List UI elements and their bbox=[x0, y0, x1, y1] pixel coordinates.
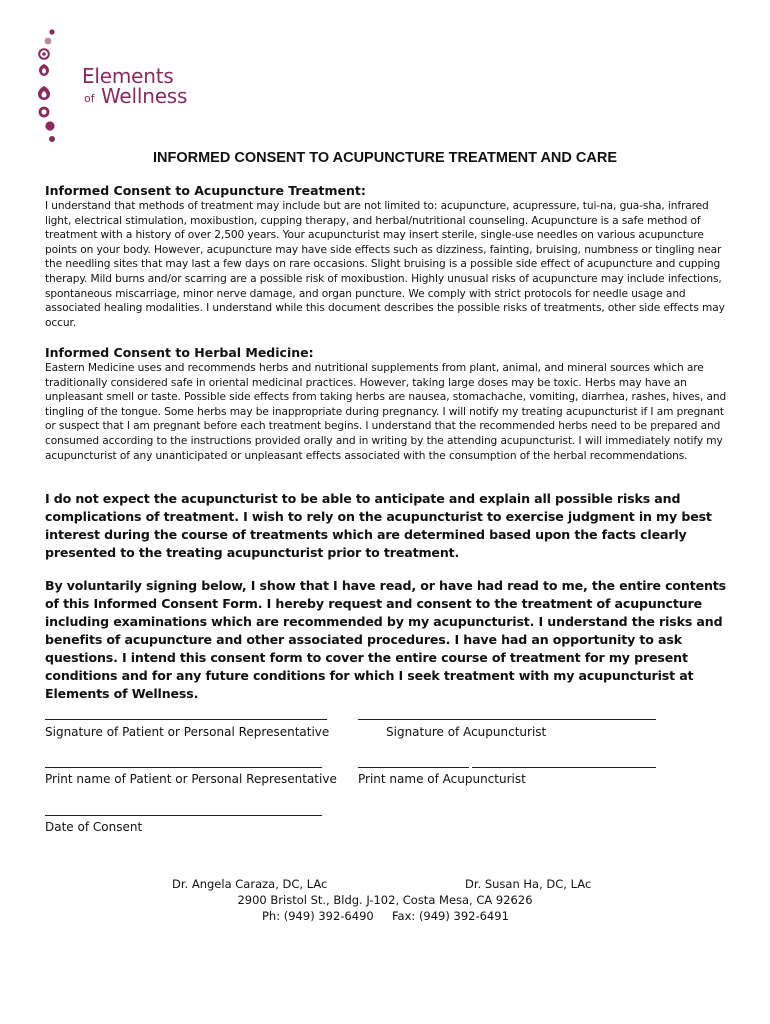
acupuncture-consent-heading: Informed Consent to Acupuncture Treatment: bbox=[45, 183, 366, 198]
phone: Ph: (949) 392-6490 bbox=[262, 909, 374, 923]
fax: Fax: (949) 392-6491 bbox=[392, 909, 509, 923]
consent-statement: By voluntarily signing below, I show that I have read, or have had read to me, the entire contents of this Informed Consent Form. I hereby request and consent to the treatment of acupuncture including examinations which are recommended by my acupuncturist. I understand the risks and benefits of acupuncture and other associated procedures. I have had an opportunity to ask questions. I intend this consent form to cover the entire course of treatment for my present conditions and for any future conditions for which I seek treatment with my acupuncturist at Elements of Wellness. bbox=[45, 578, 727, 701]
acupuncturist-signature-label: Signature of Acupuncturist bbox=[386, 725, 547, 739]
patient-print-line[interactable] bbox=[45, 767, 322, 768]
acupuncturist-print-line-a[interactable] bbox=[358, 767, 469, 768]
date-line[interactable] bbox=[45, 815, 322, 816]
risk-statement: I do not expect the acupuncturist to be able to anticipate and explain all possible risks and complications of treatment. I wish to rely on the acupuncturist to exercise judgment in my best interest during the course of treatments which are determined based upon the facts clearly presented to the treating acupuncturist prior to treatment. bbox=[45, 491, 712, 560]
patient-print-label: Print name of Patient or Personal Representative bbox=[45, 772, 337, 786]
logo-dots-icon bbox=[28, 26, 68, 151]
doctor-1: Dr. Angela Caraza, DC, LAc bbox=[172, 877, 328, 891]
doctor-2: Dr. Susan Ha, DC, LAc bbox=[465, 877, 592, 891]
logo-of-text: of bbox=[84, 92, 95, 105]
address: 2900 Bristol St., Bldg. J-102, Costa Mesa, CA 92626 bbox=[237, 893, 533, 907]
acupuncturist-signature-line[interactable] bbox=[358, 719, 656, 720]
patient-signature-label: Signature of Patient or Personal Representative bbox=[45, 725, 330, 739]
page-title: INFORMED CONSENT TO ACUPUNCTURE TREATMENT AND CARE bbox=[153, 150, 617, 166]
acupuncturist-print-label: Print name of Acupuncturist bbox=[358, 772, 526, 786]
herbal-consent-heading: Informed Consent to Herbal Medicine: bbox=[45, 345, 314, 360]
logo bbox=[28, 26, 188, 146]
patient-signature-line[interactable] bbox=[45, 719, 327, 720]
logo-elements-text: Elements bbox=[82, 64, 174, 88]
date-label: Date of Consent bbox=[45, 820, 143, 834]
acupuncturist-print-line-b[interactable] bbox=[472, 767, 656, 768]
acupuncture-consent-text: I understand that methods of treatment may include but are not limited to: acupuncture, acupressure, tui-na, gua-sha, infrared light, electrical stimulation, moxibustion, cupping therapy, and herbal/nutritional counseling. Acupuncture is a safe method of treatment with a history of over 2,500 years. Your acupuncturist may insert sterile, single-use needles on various acupuncture points on your body. However, acupuncture may have side effects such as dizziness, fainting, bruising, numbness or tingling near the needling sites that may last a few days on rare occasions. Slight bruising is a possible side effect of acupuncture and cupping therapy. Mild burns and/or scarring are a possible risk of moxibustion. Highly unusual risks of acupuncture may include infections, spontaneous miscarriage, minor nerve damage, and organ puncture. We comply with strict protocols for needle usage and associated healing modalities. I understand while this document describes the possible risks of treatments, other side effects may occur. bbox=[45, 200, 725, 329]
herbal-consent-text: Eastern Medicine uses and recommends herbs and nutritional supplements from plant, animal, and mineral sources which are traditionally considered safe in oriental medicinal practices. However, taking large doses may be toxic. Herbs may have an unpleasant smell or taste. Possible side effects from taking herbs are nausea, stomachache, vomiting, diarrhea, rashes, hives, and tingling of the tongue. Some herbs may be inappropriate during pregnancy. I will notify my treating acupuncturist if I am pregnant or suspect that I am pregnant before each treatment begins. I understand that the recommended herbs need to be prepared and consumed according to the instructions provided orally and in writing by the attending acupuncturist. I will immediately notify my acupuncturist of any unanticipated or unpleasant effects associated with the consumption of the herbal recommendations. bbox=[45, 362, 727, 462]
logo-wellness-text: Wellness bbox=[101, 84, 188, 108]
